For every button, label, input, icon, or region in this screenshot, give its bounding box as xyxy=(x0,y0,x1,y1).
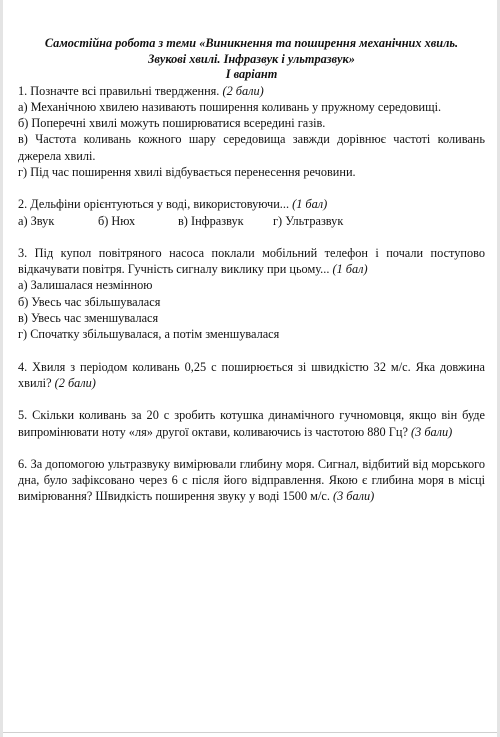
question-6-text: 6. За допомогою ультразвуку вимірювали глибину моря. Сигнал, відбитий від морського дна, було зафіксовано через 6 с після його відправлення. Якою є глибина моря в місці вимірювання? Швидкість поширення звуку у воді 1500 м/с. xyxy=(18,456,485,504)
document-content xyxy=(18,36,485,505)
question-1 xyxy=(18,83,485,181)
question-4 xyxy=(18,359,485,392)
question-2-option-c: в) Інфразвук xyxy=(178,213,244,228)
question-1-text: 1. Позначте всі правильні твердження. xyxy=(18,83,223,98)
question-6 xyxy=(18,456,485,505)
question-1-points: (2 бали) xyxy=(222,83,264,98)
question-3 xyxy=(18,245,485,343)
question-2-option-a: а) Звук xyxy=(18,213,55,228)
question-1-option-b: б) Поперечні хвилі можуть поширюватися всередині газів. xyxy=(18,116,326,131)
question-3-option-c: в) Увесь час зменшувалася xyxy=(18,311,159,326)
page-bottom-edge xyxy=(3,732,497,733)
question-4-text: 4. Хвиля з періодом коливань 0,25 с поширюється зі швидкістю 32 м/с. Яка довжина хвилі? xyxy=(18,359,485,390)
document-page xyxy=(3,0,497,737)
question-6-points: (3 бали) xyxy=(332,489,375,504)
header-line-1: Самостійна робота з теми «Виникнення та поширення механічних хвиль. xyxy=(44,36,459,50)
question-2-options xyxy=(18,213,485,229)
question-2-option-b: б) Нюх xyxy=(98,213,136,228)
document-header xyxy=(18,36,485,83)
question-2-points: (1 бал) xyxy=(292,197,328,212)
question-3-option-b: б) Увесь час збільшувалася xyxy=(18,294,161,309)
question-1-option-a: а) Механічною хвилею називають поширення коливань у пружному середовищі. xyxy=(18,99,442,114)
question-4-points: (2 бали) xyxy=(54,375,96,390)
question-1-option-d: г) Під час поширення хвилі відбувається перенесення речовини. xyxy=(18,164,356,179)
question-1-option-c: в) Частота коливань кожного шару середовища завжди дорівнює частоті коливань джерела хвилі. xyxy=(18,132,485,163)
question-3-option-d: г) Спочатку збільшувалася, а потім зменшувалася xyxy=(18,327,280,342)
question-2-option-d: г) Ультразвук xyxy=(273,213,344,228)
question-5 xyxy=(18,407,485,440)
question-3-text: 3. Під купол повітряного насоса поклали мобільний телефон і почали поступово відкачувати повітря. Гучність сигналу виклику при цьому... xyxy=(18,245,485,277)
question-2 xyxy=(18,196,485,229)
question-5-points: (3 бали) xyxy=(411,424,453,439)
header-line-2: Звукові хвилі. Інфразвук і ультразвук» xyxy=(148,51,355,66)
header-variant: І варіант xyxy=(225,67,278,81)
question-2-text: 2. Дельфіни орієнтуються у воді, використовуючи... xyxy=(18,197,293,212)
question-5-text: 5. Скільки коливань за 20 с зробить котушка динамічного гучномовця, якщо він буде випромінювати ноту «ля» другої октави, коливаючись із частотою 880 Гц? xyxy=(18,408,485,439)
question-3-option-a: а) Залишалася незмінною xyxy=(18,278,153,293)
question-3-points: (1 бал) xyxy=(332,262,368,277)
